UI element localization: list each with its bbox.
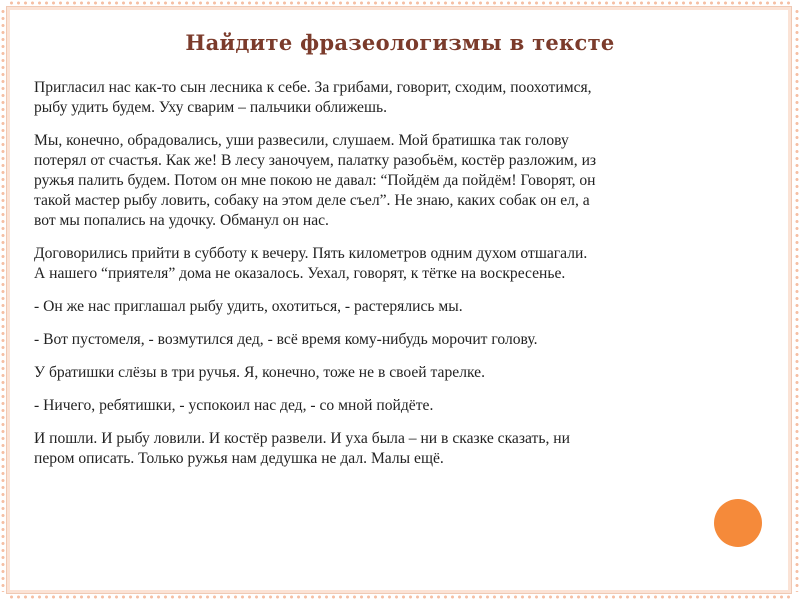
decorative-border-left (0, 8, 6, 592)
text-line: - Ничего, ребятишки, - успокоил нас дед, - со мной пойдёте. (34, 397, 434, 414)
text-line: Договорились прийти в субботу к вечеру. Пять километров одним духом отшагали. (34, 245, 588, 262)
paragraph (34, 396, 754, 416)
text-line: Пригласил нас как-то сын лесника к себе. За грибами, говорит, сходим, поохотимся, (34, 79, 592, 96)
paragraph (34, 330, 754, 350)
text-line: пером описать. Только ружья нам дедушка не дал. Малы ещё. (34, 450, 444, 467)
slide-title: Найдите фразеологизмы в тексте (185, 30, 615, 55)
text-line: ружья палить будем. Потом он мне покою не давал: “Пойдём да пойдём! Говорят, он (34, 172, 596, 189)
text-line: потерял от счастья. Как же! В лесу заночуем, палатку разобьём, костёр разложим, из (34, 152, 597, 169)
decorative-border-right (794, 8, 800, 592)
paragraph (34, 363, 754, 383)
decorative-orange-circle (714, 499, 762, 547)
decorative-border-top (8, 0, 792, 6)
text-line: Мы, конечно, обрадовались, уши развесили, слушаем. Мой братишка так голову (34, 132, 569, 149)
text-line: вот мы попались на удочку. Обманул он нас. (34, 212, 329, 229)
paragraph (34, 131, 754, 231)
decorative-border-bottom (8, 594, 792, 600)
text-line: - Он же нас приглашал рыбу удить, охотиться, - растерялись мы. (34, 298, 463, 315)
text-line: - Вот пустомеля, - возмутился дед, - всё время кому-нибудь морочит голову. (34, 331, 538, 348)
paragraph (34, 297, 754, 317)
paragraph (34, 78, 754, 118)
slide-body-text (34, 78, 754, 482)
text-line: рыбу удить будем. Уху сварим – пальчики оближешь. (34, 99, 387, 116)
text-line: И пошли. И рыбу ловили. И костёр развели. И уха была – ни в сказке сказать, ни (34, 430, 570, 447)
text-line: У братишки слёзы в три ручья. Я, конечно, тоже не в своей тарелке. (34, 364, 485, 381)
paragraph (34, 244, 754, 284)
text-line: такой мастер рыбу ловить, собаку на этом деле съел”. Не знаю, каких собак он ел, а (34, 192, 590, 209)
paragraph (34, 429, 754, 469)
text-line: А нашего “приятеля” дома не оказалось. Уехал, говорят, к тётке на воскресенье. (34, 265, 566, 282)
